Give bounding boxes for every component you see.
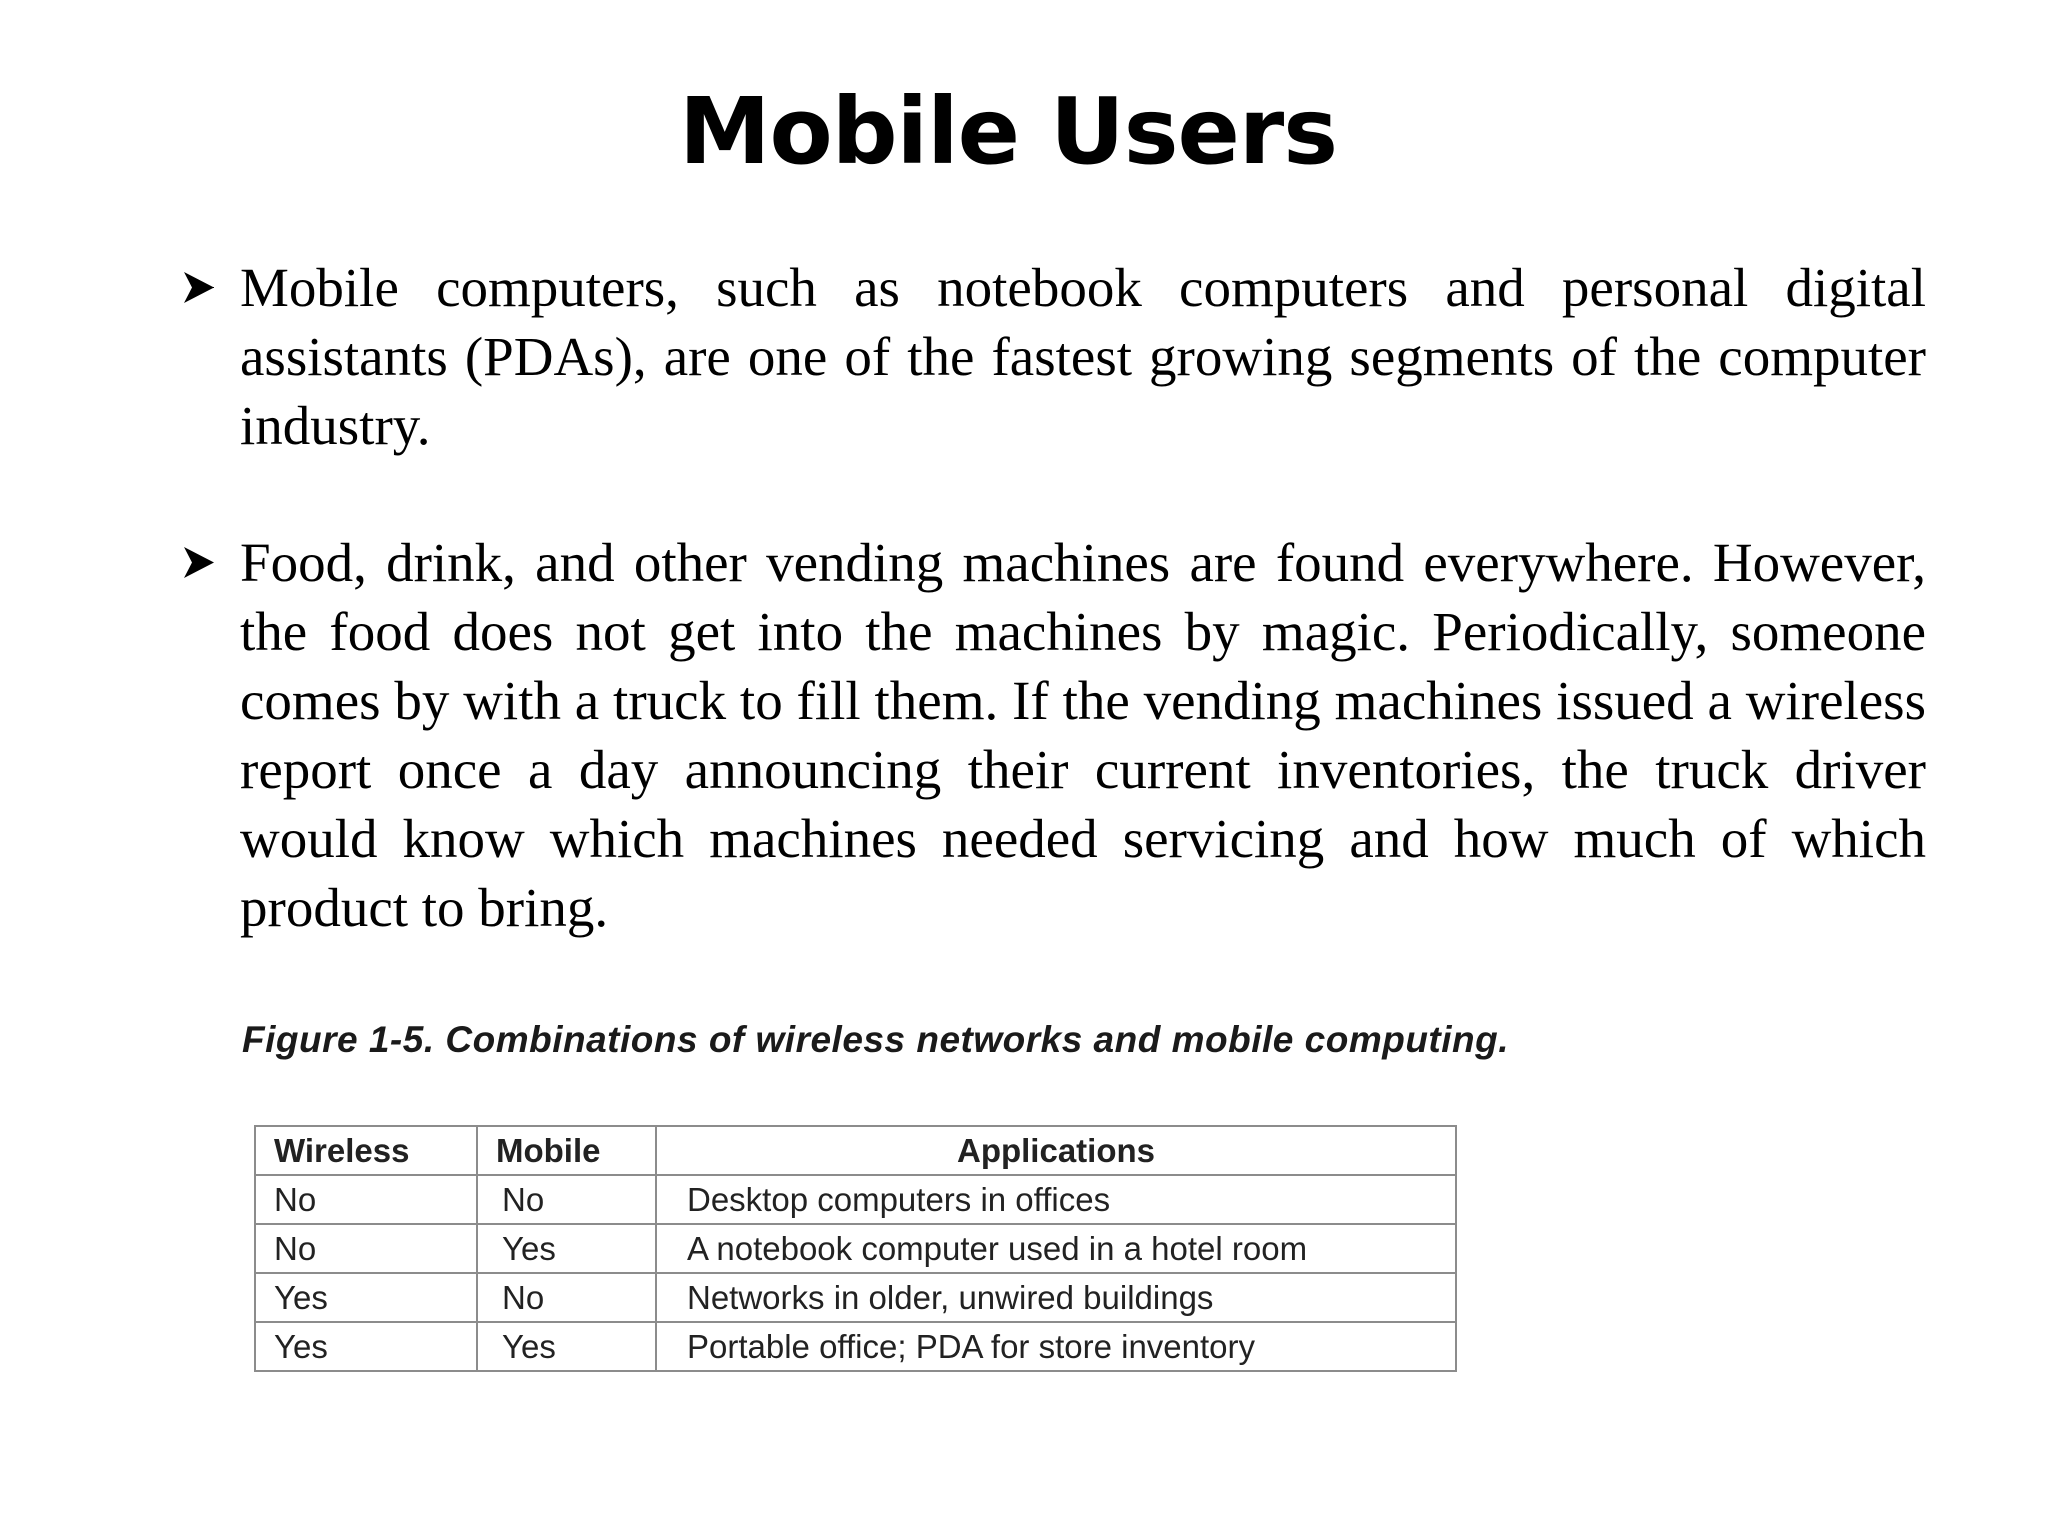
bullet-item-mobile-computers [178,253,1926,460]
arrowhead-bullet-icon [178,253,226,322]
column-header-mobile: Mobile [477,1126,656,1175]
column-header-wireless: Wireless [255,1126,477,1175]
bullet-text: Mobile computers, such as notebook computers and personal digital assistants (PDAs), are one of the fastest growing segments of the computer industry. [240,257,1926,456]
cell-application: Portable office; PDA for store inventory [656,1322,1456,1371]
combinations-table [254,1125,1457,1372]
table-header-row [255,1126,1456,1175]
cell-application: A notebook computer used in a hotel room [656,1224,1456,1273]
cell-application: Desktop computers in offices [656,1175,1456,1224]
table-row [255,1224,1456,1273]
figure-caption: Figure 1-5. Combinations of wireless networks and mobile computing. [242,1019,1510,1060]
cell-mobile: Yes [477,1224,656,1273]
table-row [255,1322,1456,1371]
arrowhead-bullet-icon [178,528,226,597]
column-header-applications: Applications [656,1126,1456,1175]
cell-wireless: Yes [255,1273,477,1322]
cell-wireless: Yes [255,1322,477,1371]
cell-wireless: No [255,1175,477,1224]
cell-mobile: No [477,1175,656,1224]
cell-application: Networks in older, unwired buildings [656,1273,1456,1322]
bullet-text: Food, drink, and other vending machines are found everywhere. However, the food does not get into the machines by magic. Periodically, someone comes by with a truck to fill them. If the vending machines issued a wireless report once a day announcing their current inventories, the truck driver would know which machines needed servicing and how much of which product to bring. [240,532,1926,938]
slide-title: Mobile Users [678,78,1338,185]
bullet-item-vending-machines [178,528,1926,942]
table-row [255,1273,1456,1322]
cell-wireless: No [255,1224,477,1273]
cell-mobile: No [477,1273,656,1322]
cell-mobile: Yes [477,1322,656,1371]
table-row [255,1175,1456,1224]
